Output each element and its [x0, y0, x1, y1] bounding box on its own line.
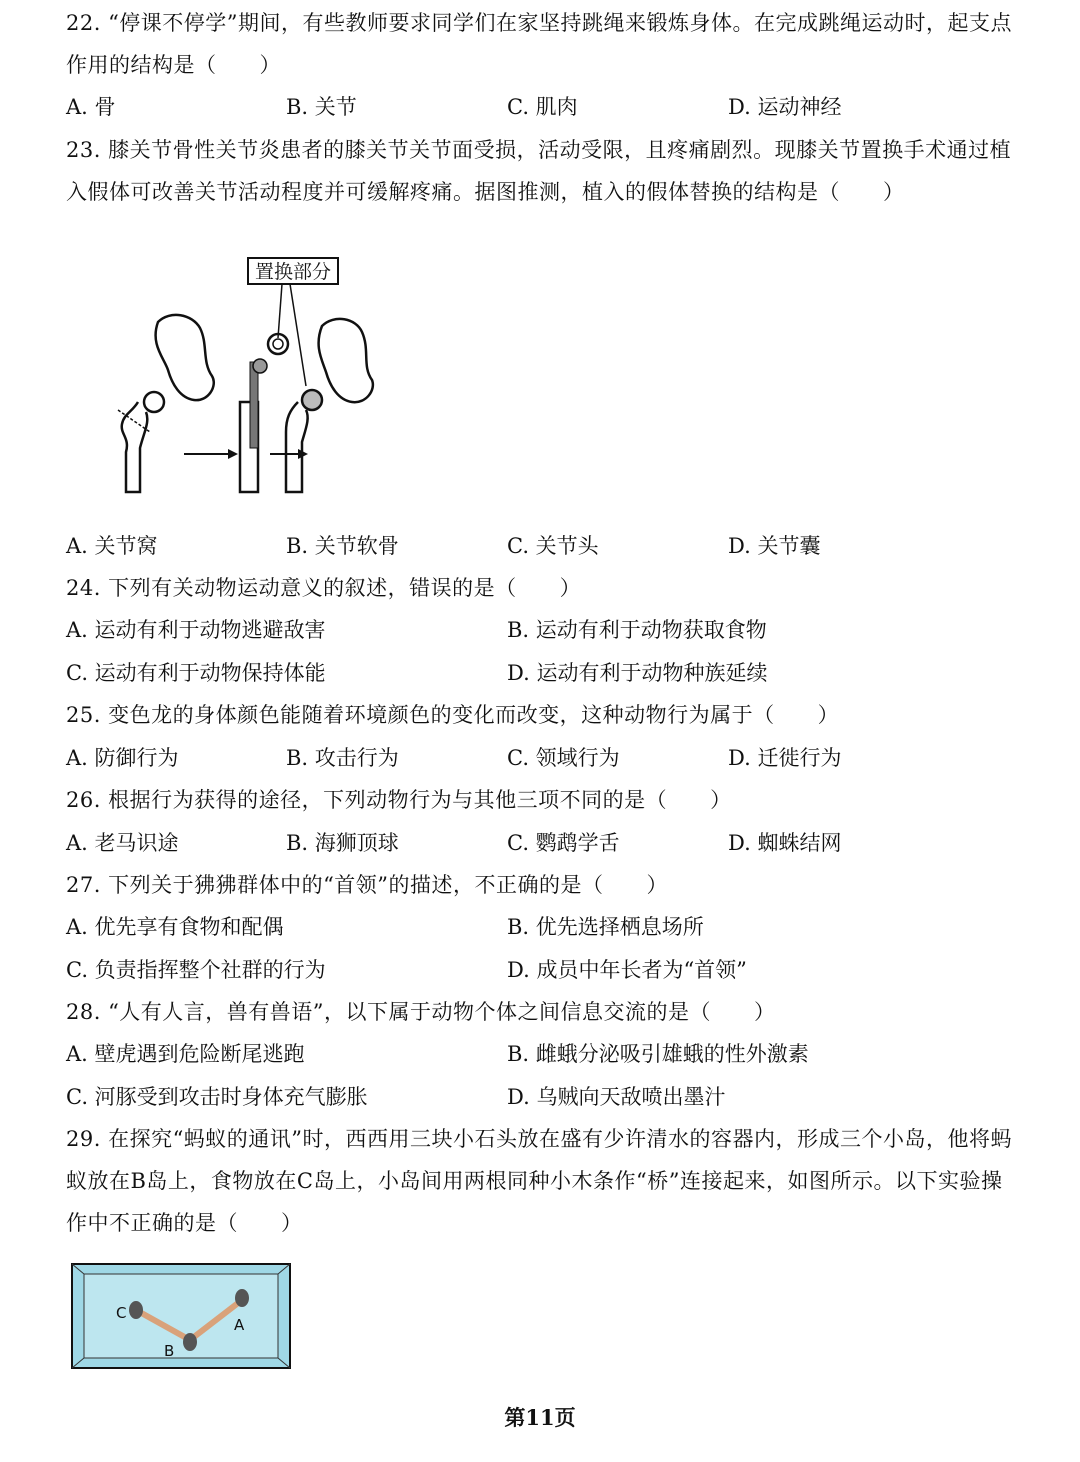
island-c — [129, 1301, 143, 1319]
question-26-options — [66, 822, 1021, 864]
option-c: C. 运动有利于动物保持体能 — [66, 661, 326, 685]
option-c: C. 负责指挥整个社群的行为 — [66, 958, 326, 982]
hip-replacement-diagram — [110, 252, 400, 502]
label-b: B — [164, 1342, 175, 1360]
question-22-options — [66, 86, 1021, 128]
question-28-options-row2 — [66, 1076, 1021, 1118]
option-a: A. 优先享有食物和配偶 — [66, 915, 284, 939]
option-d: D. 成员中年长者为“首领” — [507, 958, 747, 982]
option-d: D. 关节囊 — [728, 534, 821, 558]
option-a: A. 骨 — [66, 95, 116, 119]
option-c: C. 关节头 — [507, 534, 599, 558]
question-24-options-row2 — [66, 652, 1021, 694]
option-d: D. 迁徙行为 — [728, 746, 842, 770]
question-27-stem: 27. 下列关于狒狒群体中的“首领”的描述，不正确的是（ ） — [66, 873, 669, 897]
ant-island-diagram — [66, 1260, 296, 1372]
question-24-stem: 24. 下列有关动物运动意义的叙述，错误的是（ ） — [66, 576, 582, 600]
option-a: A. 运动有利于动物逃避敌害 — [66, 618, 326, 642]
replacement-part-label: 置换部分 — [254, 261, 332, 283]
option-b: B. 攻击行为 — [286, 746, 399, 770]
question-23-stem: 23. 膝关节骨性关节炎患者的膝关节关节面受损，活动受限，且疼痛剧烈。现膝关节置换手术通过植入假体可改善关节活动程度并可缓解疼痛。据图推测，植入的假体替换的结构是（ ） — [66, 138, 1012, 204]
option-b: B. 海狮顶球 — [286, 831, 399, 855]
question-22-stem: 22. “停课不停学”期间，有些教师要求同学们在家坚持跳绳来锻炼身体。在完成跳绳运动时，起支点作用的结构是（ ） — [66, 11, 1013, 77]
option-a: A. 防御行为 — [66, 746, 179, 770]
option-c: C. 河豚受到攻击时身体充气膨胀 — [66, 1085, 368, 1109]
question-26-stem: 26. 根据行为获得的途径，下列动物行为与其他三项不同的是（ ） — [66, 788, 732, 812]
option-b: B. 优先选择栖息场所 — [507, 915, 704, 939]
option-d: D. 蜘蛛结网 — [728, 831, 842, 855]
option-d: D. 运动有利于动物种族延续 — [507, 661, 768, 685]
island-a — [235, 1289, 249, 1307]
option-d: D. 运动神经 — [728, 95, 842, 119]
label-a: A — [234, 1316, 245, 1334]
option-a: A. 关节窝 — [66, 534, 158, 558]
option-c: C. 鹦鹉学舌 — [507, 831, 620, 855]
option-c: C. 肌肉 — [507, 95, 578, 119]
option-b: B. 雌蛾分泌吸引雄蛾的性外激素 — [507, 1042, 809, 1066]
option-b: B. 运动有利于动物获取食物 — [507, 618, 767, 642]
question-25-options — [66, 737, 1021, 779]
option-a: A. 壁虎遇到危险断尾逃跑 — [66, 1042, 305, 1066]
question-27-options-row1 — [66, 906, 1021, 948]
question-27-options-row2 — [66, 949, 1021, 991]
island-b — [183, 1333, 197, 1351]
option-b: B. 关节软骨 — [286, 534, 399, 558]
question-25-stem: 25. 变色龙的身体颜色能随着环境颜色的变化而改变，这种动物行为属于（ ） — [66, 703, 840, 727]
option-b: B. 关节 — [286, 95, 357, 119]
question-28-options-row1 — [66, 1033, 1021, 1075]
page-number: 第11页 — [504, 1405, 576, 1430]
question-28-stem: 28. “人有人言，兽有兽语”，以下属于动物个体之间信息交流的是（ ） — [66, 1000, 776, 1024]
label-c: C — [116, 1304, 127, 1322]
question-23-options — [66, 525, 1021, 567]
option-a: A. 老马识途 — [66, 831, 179, 855]
option-c: C. 领域行为 — [507, 746, 620, 770]
question-29-stem: 29. 在探究“蚂蚁的通讯”时，西西用三块小石头放在盛有少许清水的容器内，形成三个小岛，他将蚂蚁放在B岛上，食物放在C岛上，小岛间用两根同种小木条作“桥”连接起来，如图所示。以下实验操作中不正确的是（ ） — [66, 1127, 1013, 1235]
question-24-options-row1 — [66, 609, 1021, 651]
option-d: D. 乌贼向天敌喷出墨汁 — [507, 1085, 726, 1109]
